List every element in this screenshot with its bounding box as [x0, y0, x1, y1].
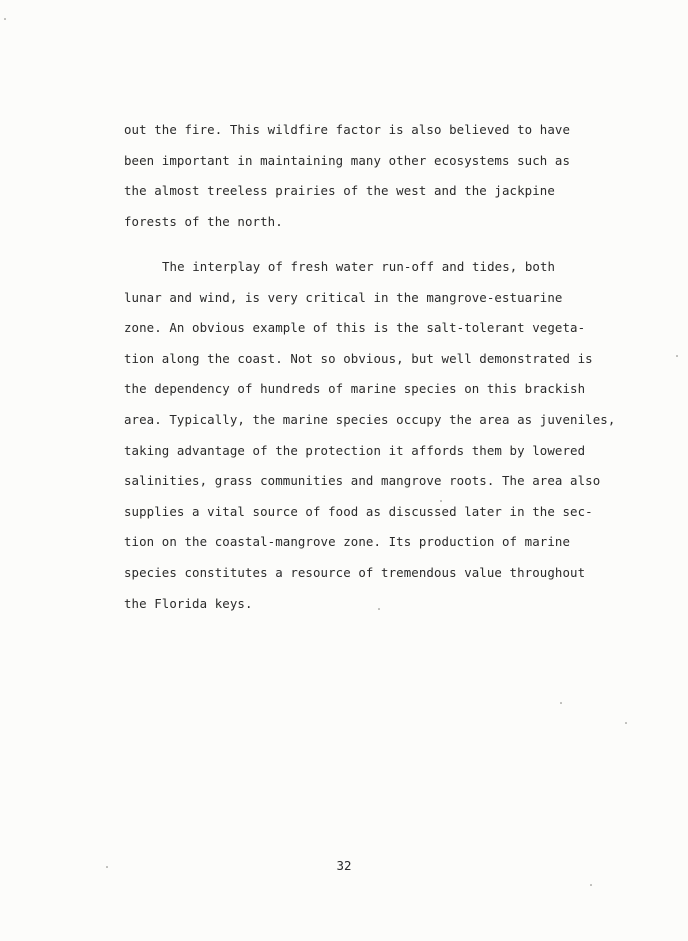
- scan-speck: [625, 722, 627, 724]
- text-line: salinities, grass communities and mangrove roots. The area also: [124, 473, 601, 489]
- page-number: 32: [336, 858, 352, 873]
- text-line: taking advantage of the protection it affords them by lowered: [124, 442, 586, 458]
- paragraph-mangrove-estuarine: [124, 252, 615, 619]
- text-line: the Florida keys.: [124, 595, 253, 611]
- scan-speck: [106, 866, 108, 868]
- scan-speck: [676, 355, 678, 357]
- scan-speck: [590, 884, 592, 886]
- scan-speck: [440, 500, 442, 502]
- paragraph-wildfire: [124, 115, 570, 237]
- text-line: the dependency of hundreds of marine species on this brackish: [124, 381, 586, 397]
- text-line: been important in maintaining many other ecosystems such as: [124, 152, 571, 168]
- scan-speck: [378, 608, 380, 610]
- text-line: zone. An obvious example of this is the salt-tolerant vegeta-: [124, 320, 586, 336]
- text-line: out the fire. This wildfire factor is also believed to have: [124, 122, 571, 137]
- text-line: area. Typically, the marine species occupy the area as juveniles,: [124, 411, 616, 427]
- scan-speck: [4, 18, 6, 20]
- text-line: forests of the north.: [124, 213, 283, 229]
- scan-speck: [560, 702, 562, 704]
- text-line: the almost treeless prairies of the west and the jackpine: [124, 183, 555, 199]
- text-line: The interplay of fresh water run-off and tides, both: [162, 259, 556, 274]
- text-line: lunar and wind, is very critical in the mangrove-estuarine: [124, 289, 563, 305]
- text-line: tion on the coastal-mangrove zone. Its production of marine: [124, 534, 571, 550]
- text-line: species constitutes a resource of tremendous value throughout: [124, 564, 586, 580]
- text-line: tion along the coast. Not so obvious, but well demonstrated is: [124, 350, 593, 366]
- text-line: supplies a vital source of food as discussed later in the sec-: [124, 503, 593, 519]
